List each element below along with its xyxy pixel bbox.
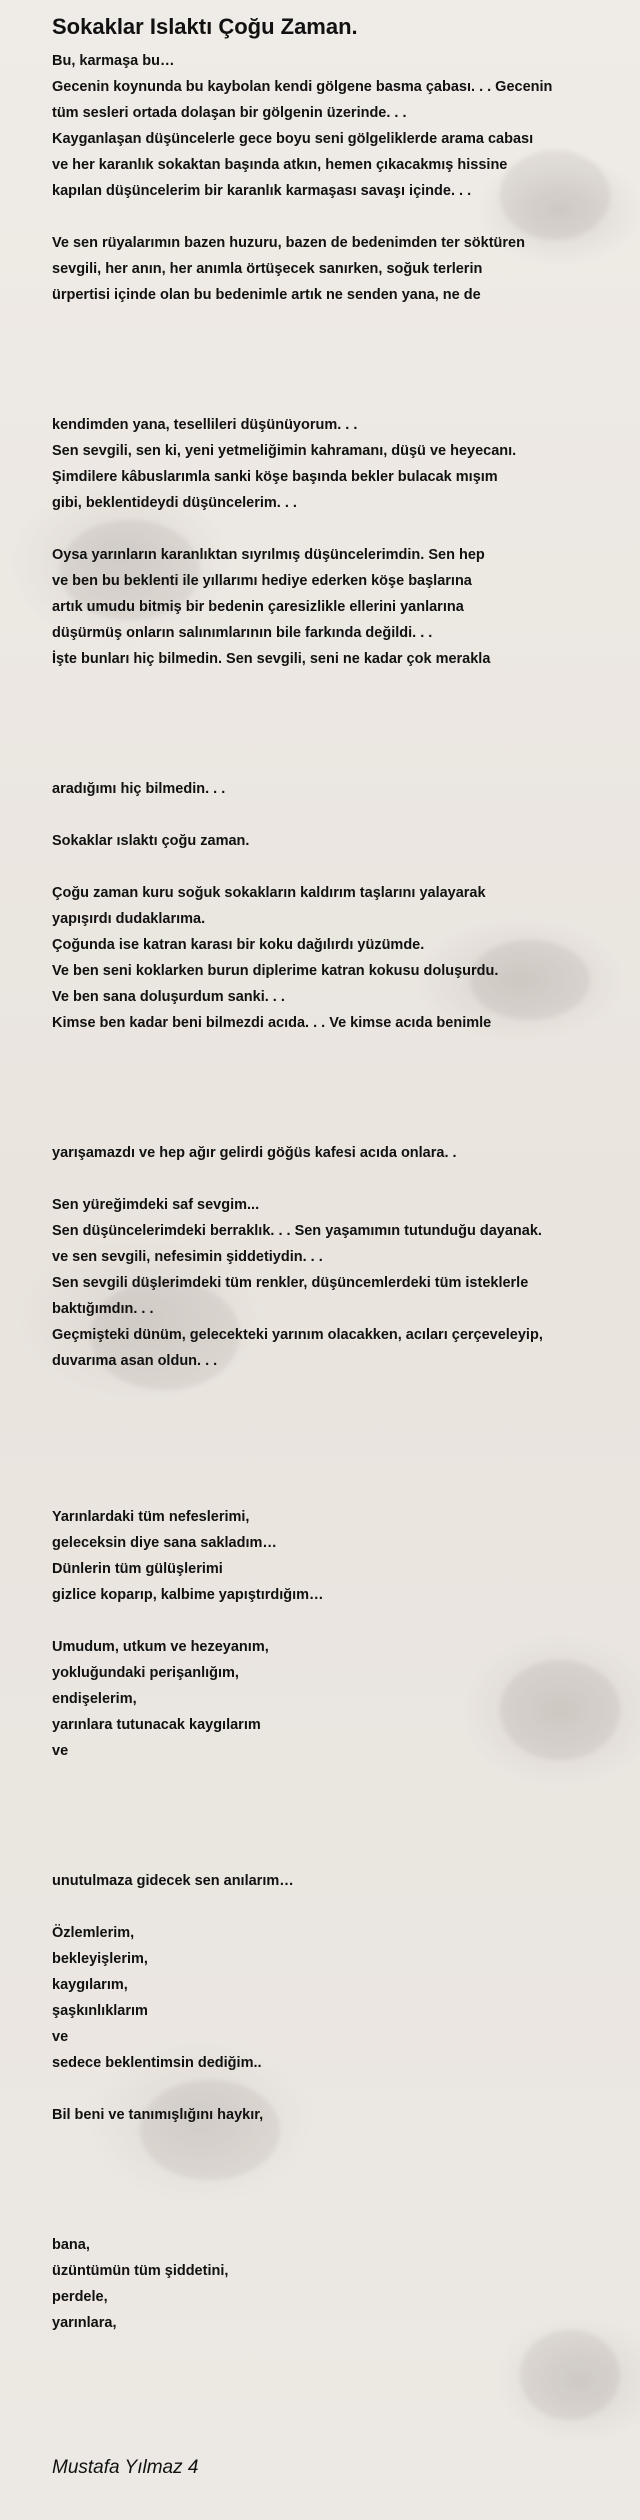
stanza-break bbox=[52, 698, 622, 724]
poem-line: Ve ben sana doluşurdum sanki. . . bbox=[52, 989, 285, 1005]
poem-line: gizlice koparıp, kalbime yapıştırdığım… bbox=[52, 1587, 324, 1603]
poem-line: ve ben bu beklenti ile yıllarımı hediye ederken köşe başlarına bbox=[52, 573, 472, 589]
poem-line: yokluğundaki perişanlığım, bbox=[52, 1665, 239, 1681]
poem-line: Özlemlerim, bbox=[52, 1925, 135, 1941]
stanza-break bbox=[52, 2154, 622, 2180]
poem-line: Sen sevgili, sen ki, yeni yetmeliğimin kahramanı, düşü ve heyecanı. bbox=[52, 443, 517, 459]
poem-line: Bil beni ve tanımışlığını haykır, bbox=[52, 2107, 264, 2123]
poem-line: Kimse ben kadar beni bilmezdi acıda. . . Ve kimse acıda benimle bbox=[52, 1015, 492, 1031]
stanza-break bbox=[52, 672, 622, 698]
poem-line: Gecenin koynunda bu kaybolan kendi gölgene basma çabası. . . Gecenin bbox=[52, 79, 553, 95]
poem-body bbox=[52, 48, 622, 2336]
stanza-break bbox=[52, 2206, 622, 2232]
poem-line: Bu, karmaşa bu… bbox=[52, 53, 175, 69]
stanza-break bbox=[52, 750, 622, 776]
poem-line: perdele, bbox=[52, 2289, 108, 2305]
stanza-break bbox=[52, 1426, 622, 1452]
poem-author: Mustafa Yılmaz 4 bbox=[52, 2457, 199, 2478]
poem-line: Ve ben seni koklarken burun diplerime katran kokusu doluşurdu. bbox=[52, 963, 499, 979]
poem-line: ve her karanlık sokaktan başında atkın, hemen çıkacakmış hissine bbox=[52, 157, 508, 173]
stanza-break bbox=[52, 724, 622, 750]
poem-line: Çoğunda ise katran karası bir koku dağılırdı yüzümde. bbox=[52, 937, 425, 953]
poem-line: Geçmişteki dünüm, gelecekteki yarınım olacakken, acıları çerçeveleyip, bbox=[52, 1327, 543, 1343]
poem-line: unutulmaza gidecek sen anılarım… bbox=[52, 1873, 294, 1889]
stanza-break bbox=[52, 1088, 622, 1114]
stanza-break bbox=[52, 1114, 622, 1140]
stanza-break bbox=[52, 2076, 622, 2102]
poem-line: duvarıma asan oldun. . . bbox=[52, 1353, 218, 1369]
stanza-break bbox=[52, 1764, 622, 1790]
poem-line: Sokaklar ıslaktı çoğu zaman. bbox=[52, 833, 250, 849]
stanza-break bbox=[52, 2128, 622, 2154]
poem-line: tüm sesleri ortada dolaşan bir gölgenin üzerinde. . . bbox=[52, 105, 407, 121]
stanza-break bbox=[52, 308, 622, 334]
poem-line: sedece beklentimsin dediğim.. bbox=[52, 2055, 262, 2071]
poem-line: gibi, beklentideydi düşüncelerim. . . bbox=[52, 495, 297, 511]
poem-line: Sen yüreğimdeki saf sevgim... bbox=[52, 1197, 260, 1213]
ink-blot-decoration bbox=[520, 2330, 620, 2420]
poem-line: Çoğu zaman kuru soğuk sokakların kaldırım taşlarını yalayarak bbox=[52, 885, 486, 901]
stanza-break bbox=[52, 334, 622, 360]
stanza-break bbox=[52, 1036, 622, 1062]
stanza-break bbox=[52, 1842, 622, 1868]
poem-line: Kayganlaşan düşüncelerle gece boyu seni gölgeliklerde arama cabası bbox=[52, 131, 534, 147]
stanza-break bbox=[52, 854, 622, 880]
stanza-break bbox=[52, 1374, 622, 1400]
poem-line: İşte bunları hiç bilmedin. Sen sevgili, seni ne kadar çok merakla bbox=[52, 651, 491, 667]
poem-line: kaygılarım, bbox=[52, 1977, 128, 1993]
poem-line: kapılan düşüncelerim bir karanlık karmaşası savaşı içinde. . . bbox=[52, 183, 472, 199]
stanza-break bbox=[52, 360, 622, 386]
poem-line: ve bbox=[52, 1743, 69, 1759]
stanza-break bbox=[52, 1400, 622, 1426]
poem-line: düşürmüş onların salınımlarının bile farkında değildi. . . bbox=[52, 625, 433, 641]
stanza-break bbox=[52, 2180, 622, 2206]
stanza-break bbox=[52, 1816, 622, 1842]
poem-line: Umudum, utkum ve hezeyanım, bbox=[52, 1639, 269, 1655]
stanza-break bbox=[52, 1478, 622, 1504]
poem-line: geleceksin diye sana sakladım… bbox=[52, 1535, 277, 1551]
poem-line: baktığımdın. . . bbox=[52, 1301, 154, 1317]
stanza-break bbox=[52, 802, 622, 828]
poem-line: yarınlara tutunacak kaygılarım bbox=[52, 1717, 261, 1733]
poem-line: kendimden yana, tesellileri düşünüyorum. . . bbox=[52, 417, 358, 433]
poem-line: Oysa yarınların karanlıktan sıyrılmış düşüncelerimdin. Sen hep bbox=[52, 547, 485, 563]
stanza-break bbox=[52, 1790, 622, 1816]
stanza-break bbox=[52, 1062, 622, 1088]
poem-line: ve bbox=[52, 2029, 69, 2045]
stanza-break bbox=[52, 1452, 622, 1478]
poem-title: Sokaklar Islaktı Çoğu Zaman. bbox=[52, 14, 358, 39]
poem-line: endişelerim, bbox=[52, 1691, 137, 1707]
poem-line: yarışamazdı ve hep ağır gelirdi göğüs kafesi acıda onlara. . bbox=[52, 1145, 457, 1161]
stanza-break bbox=[52, 1166, 622, 1192]
stanza-break bbox=[52, 516, 622, 542]
poem-line: Yarınlardaki tüm nefeslerimi, bbox=[52, 1509, 250, 1525]
stanza-break bbox=[52, 1608, 622, 1634]
poem-line: bekleyişlerim, bbox=[52, 1951, 148, 1967]
poem-line: bana, bbox=[52, 2237, 90, 2253]
poem-line: Şimdilere kâbuslarımla sanki köşe başında bekler bulacak mışım bbox=[52, 469, 498, 485]
poem-line: sevgili, her anın, her anımla örtüşecek sanırken, soğuk terlerin bbox=[52, 261, 483, 277]
poem-line: Ve sen rüyalarımın bazen huzuru, bazen de bedenimden ter söktüren bbox=[52, 235, 525, 251]
stanza-break bbox=[52, 1894, 622, 1920]
poem-line: ve sen sevgili, nefesimin şiddetiydin. . . bbox=[52, 1249, 323, 1265]
poem-line: ürpertisi içinde olan bu bedenimle artık ne senden yana, ne de bbox=[52, 287, 481, 303]
poem-line: Sen düşüncelerimdeki berraklık. . . Sen yaşamımın tutunduğu dayanak. bbox=[52, 1223, 542, 1239]
poem-line: yapışırdı dudaklarıma. bbox=[52, 911, 206, 927]
poem-line: Dünlerin tüm gülüşlerimi bbox=[52, 1561, 223, 1577]
poem-line: şaşkınlıklarım bbox=[52, 2003, 148, 2019]
poem-line: yarınlara, bbox=[52, 2315, 117, 2331]
stanza-break bbox=[52, 204, 622, 230]
poem-line: üzüntümün tüm şiddetini, bbox=[52, 2263, 229, 2279]
poem-line: artık umudu bitmiş bir bedenin çaresizlikle ellerini yanlarına bbox=[52, 599, 464, 615]
poem-line: aradığımı hiç bilmedin. . . bbox=[52, 781, 226, 797]
stanza-break bbox=[52, 386, 622, 412]
poem-line: Sen sevgili düşlerimdeki tüm renkler, düşüncemlerdeki tüm isteklerle bbox=[52, 1275, 529, 1291]
